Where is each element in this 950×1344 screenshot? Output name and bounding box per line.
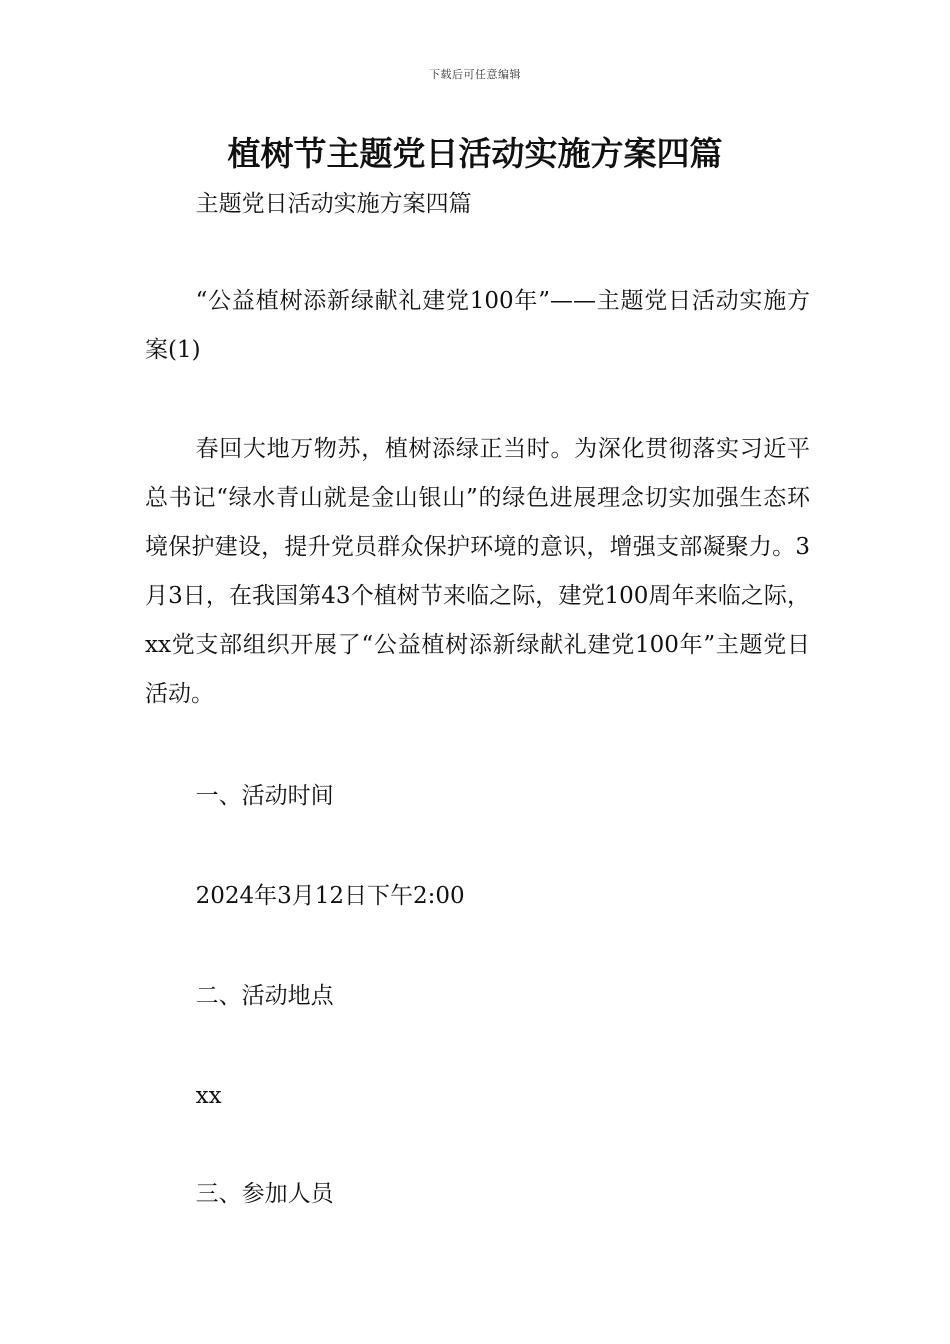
intro-paragraph: 春回大地万物苏，植树添绿正当时。为深化贯彻落实习近平总书记“绿水青山就是金山银山”的绿色进展理念切实加强生态环境保护建设，提升党员群众保护环境的意识，增强支部凝聚力。3月3日，在我国第43个植树节来临之际，建党100周年来临之际，xx党支部组织开展了“公益植树添新绿献礼建党100年”主题党日活动。 (145, 436, 810, 707)
header-note: 下载后可任意编辑 (429, 68, 521, 81)
document-title: 植树节主题党日活动实施方案四篇 (227, 134, 723, 173)
section-heading-time: 一、活动时间 (195, 783, 334, 809)
section-content-place: xx (195, 1083, 222, 1109)
section-heading-place: 二、活动地点 (195, 983, 334, 1009)
document-subtitle: 主题党日活动实施方案四篇 (195, 191, 472, 217)
section-content-time: 2024年3月12日下午2:00 (195, 883, 465, 909)
plan-heading: “公益植树添新绿献礼建党100年”——主题党日活动实施方案(1) (145, 288, 810, 363)
section-heading-participants: 三、参加人员 (195, 1181, 334, 1207)
